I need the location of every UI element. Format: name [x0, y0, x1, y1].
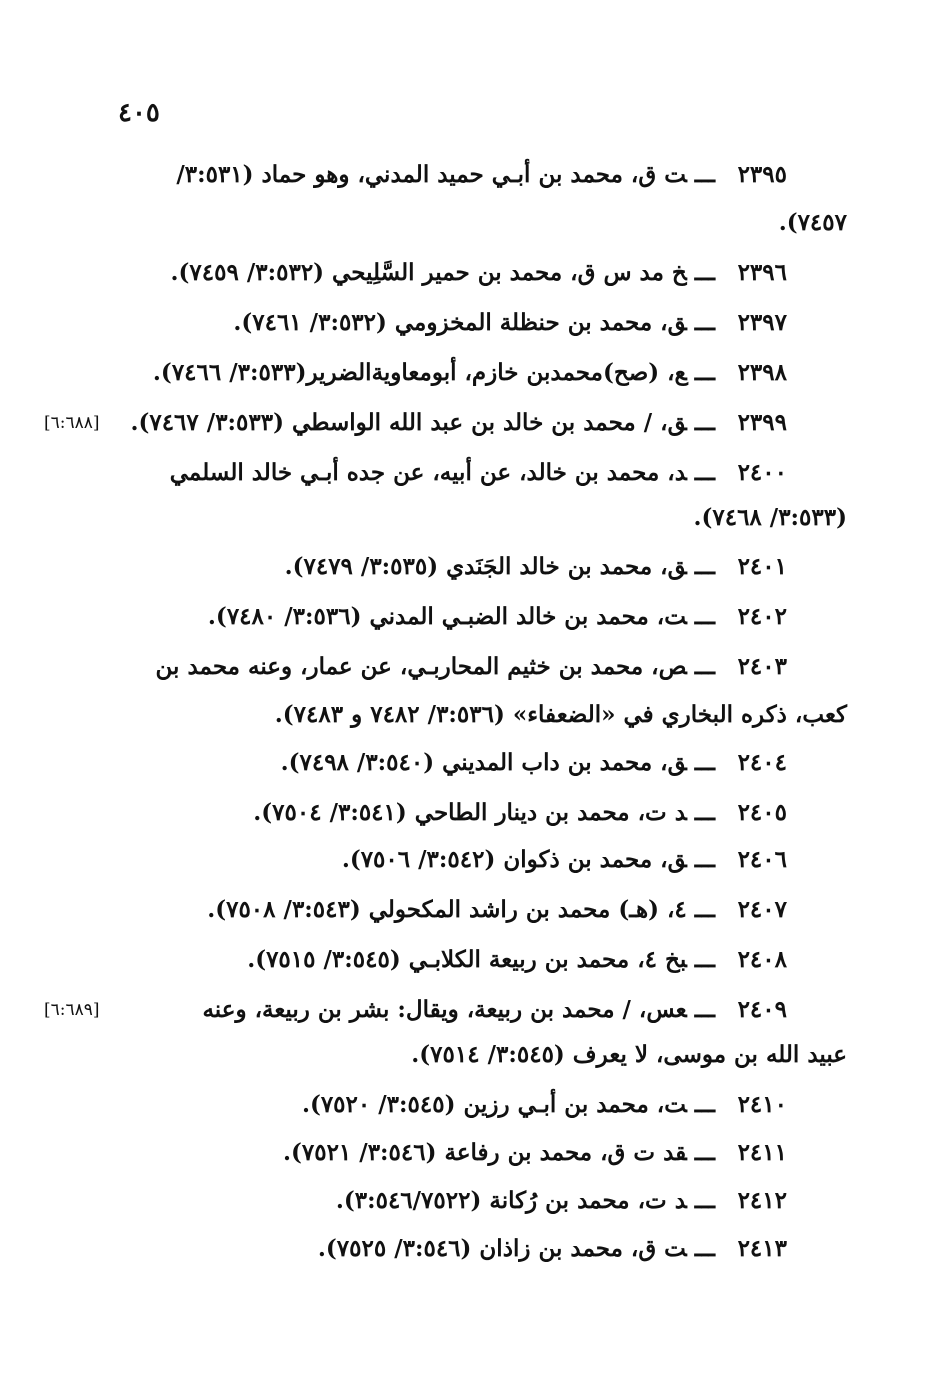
entry-line: ٢٤١٠ـــت، محمد بن أبـي رزين (٣:٥٤٥/ ٧٥٢٠).	[301, 1091, 787, 1118]
entry-continuation	[693, 503, 847, 533]
entry-text-cont: كعب، ذكره البخاري في «الضعفاء» (٣:٥٣٦/ ٧٤٨٢ و ٧٤٨٣).	[274, 701, 847, 728]
entry-text: ق، محمد بن حنظلة المخزومي (٣:٥٣٢/ ٧٤٦١).	[233, 309, 687, 336]
entry-text: د، محمد بن خالد، عن أبيه، عن جده أبـي خالد السلمي	[169, 459, 687, 486]
entry-continuation	[779, 208, 847, 238]
entry-number: ٢٤١١	[737, 1139, 787, 1166]
entry-text: ت ق، محمد بن أبـي حميد المدني، وهو حماد (٣:٥٣١/	[176, 161, 687, 188]
entry-text: ت، محمد بن أبـي رزين (٣:٥٤٥/ ٧٥٢٠).	[301, 1091, 687, 1118]
entry-number: ٢٣٩٦	[737, 259, 787, 286]
entry-text-cont: ٧٤٥٧).	[778, 209, 847, 236]
entry-line: ٢٤٠٤ـــق، محمد بن داب المديني (٣:٥٤٠/ ٧٤٩٨).	[280, 749, 787, 776]
entry-text: د ت، محمد بن دينار الطاحي (٣:٥٤١/ ٧٥٠٤).	[253, 799, 687, 826]
entry-text: ت، محمد بن خالد الضبـي المدني (٣:٥٣٦/ ٧٤٨٠).	[207, 603, 687, 630]
entry-text: ق، محمد بن ذكوان (٣:٥٤٢/ ٧٥٠٦).	[341, 846, 687, 873]
entry-line: ٢٤١١ـــقد ت ق، محمد بن رفاعة (٣:٥٤٦/ ٧٥٢١).	[282, 1139, 787, 1166]
entry-number: ٢٤١٣	[737, 1235, 787, 1262]
entry-text-cont: (٣:٥٣٣/ ٧٤٦٨).	[693, 504, 847, 531]
entry-line: ٢٣٩٨ـــع، (صح)محمدبن خازم، أبومعاويةالضرير(٣:٥٣٣/ ٧٤٦٦).	[152, 359, 787, 386]
entry-text: بخ ٤، محمد بن ربيعة الكلابـي (٣:٥٤٥/ ٧٥١٥).	[247, 946, 687, 973]
entry-text: ٤، (هـ) محمد بن راشد المكحولي (٣:٥٤٣/ ٧٥٠٨).	[207, 896, 687, 923]
entry-line: ٢٤٠٨ـــبخ ٤، محمد بن ربيعة الكلابـي (٣:٥٤٥/ ٧٥١٥).	[247, 946, 787, 973]
entry-text: ق، محمد بن داب المديني (٣:٥٤٠/ ٧٤٩٨).	[280, 749, 687, 776]
entry-number: ٢٤٠٨	[737, 946, 787, 973]
margin-reference: [٦:٦٨٩]	[44, 1000, 100, 1020]
entry-number: ٢٤٠٥	[737, 799, 787, 826]
entry-text: ت ق، محمد بن زاذان (٣:٥٤٦/ ٧٥٢٥).	[317, 1235, 687, 1262]
entry-line: ٢٤٠٢ـــت، محمد بن خالد الضبـي المدني (٣:٥٣٦/ ٧٤٨٠).	[207, 603, 787, 630]
entry-line: ٢٣٩٧ـــق، محمد بن حنظلة المخزومي (٣:٥٣٢/ ٧٤٦١).	[233, 309, 787, 336]
entry-number: ٢٤٠٢	[737, 603, 787, 630]
entry-line: ٢٤١٣ـــت ق، محمد بن زاذان (٣:٥٤٦/ ٧٥٢٥).	[317, 1235, 787, 1262]
entry-line: ٢٤٠١ـــق، محمد بن خالد الجَنَدي (٣:٥٣٥/ ٧٤٧٩).	[284, 553, 787, 580]
entry-line: ٢٤٠٣ـــص، محمد بن خثيم المحاربـي، عن عمار، وعنه محمد بن	[155, 653, 787, 680]
entry-text: قد ت ق، محمد بن رفاعة (٣:٥٤٦/ ٧٥٢١).	[282, 1139, 687, 1166]
entry-continuation	[275, 700, 847, 730]
entry-text-cont: عبيد الله بن موسى، لا يعرف (٣:٥٤٥/ ٧٥١٤).	[411, 1041, 847, 1068]
entry-number: ٢٣٩٧	[737, 309, 787, 336]
entry-line: ٢٤٠٧ـــ٤، (هـ) محمد بن راشد المكحولي (٣:٥٤٣/ ٧٥٠٨).	[207, 896, 787, 923]
entry-line: ٢٤١٢ـــد ت، محمد بن رُكانة (٣:٥٤٦/٧٥٢٢).	[335, 1187, 787, 1214]
entry-number: ٢٤٠٤	[737, 749, 787, 776]
entry-line: ٢٤٠٠ـــد، محمد بن خالد، عن أبيه، عن جده أبـي خالد السلمي	[169, 459, 787, 486]
entry-number: ٢٤٠٠	[737, 459, 787, 486]
entry-line: ٢٣٩٩ـــق، / محمد بن خالد بن عبد الله الواسطي (٣:٥٣٣/ ٧٤٦٧).	[130, 409, 787, 436]
entry-line: ٢٤٠٦ـــق، محمد بن ذكوان (٣:٥٤٢/ ٧٥٠٦).	[341, 846, 787, 873]
entry-text: عس، / محمد بن ربيعة، ويقال: بشر بن ربيعة، وعنه	[202, 996, 687, 1023]
entry-text: خ مد س ق، محمد بن حمير السَّلِيحي (٣:٥٣٢/ ٧٤٥٩).	[170, 259, 687, 286]
entry-continuation	[411, 1040, 847, 1070]
entry-text: ع، (صح)محمدبن خازم، أبومعاويةالضرير(٣:٥٣٣/ ٧٤٦٦).	[152, 359, 687, 386]
entry-text: ق، / محمد بن خالد بن عبد الله الواسطي (٣:٥٣٣/ ٧٤٦٧).	[130, 409, 687, 436]
entry-text: د ت، محمد بن رُكانة (٣:٥٤٦/٧٥٢٢).	[335, 1187, 687, 1214]
entry-line: ٢٣٩٥ـــت ق، محمد بن أبـي حميد المدني، وهو حماد (٣:٥٣١/	[176, 161, 787, 188]
entry-number: ٢٤١٠	[737, 1091, 787, 1118]
entry-line: ٢٤٠٥ـــد ت، محمد بن دينار الطاحي (٣:٥٤١/ ٧٥٠٤).	[253, 799, 787, 826]
entry-number: ٢٤٠٣	[737, 653, 787, 680]
entry-number: ٢٣٩٨	[737, 359, 787, 386]
margin-reference: [٦:٦٨٨]	[44, 413, 100, 433]
entry-number: ٢٤٠٦	[737, 846, 787, 873]
page-number: ٤٠٥	[118, 98, 160, 128]
entry-line: ٢٤٠٩ـــعس، / محمد بن ربيعة، ويقال: بشر بن ربيعة، وعنه	[202, 996, 787, 1023]
entry-number: ٢٤٠٧	[737, 896, 787, 923]
entry-number: ٢٣٩٥	[737, 161, 787, 188]
entry-number: ٢٤٠٩	[737, 996, 787, 1023]
entry-line: ٢٣٩٦ـــخ مد س ق، محمد بن حمير السَّلِيحي (٣:٥٣٢/ ٧٤٥٩).	[170, 259, 787, 286]
entry-number: ٢٤١٢	[737, 1187, 787, 1214]
entry-text: ص، محمد بن خثيم المحاربـي، عن عمار، وعنه محمد بن	[155, 653, 687, 680]
entry-number: ٢٣٩٩	[737, 409, 787, 436]
entry-number: ٢٤٠١	[737, 553, 787, 580]
entry-text: ق، محمد بن خالد الجَنَدي (٣:٥٣٥/ ٧٤٧٩).	[284, 553, 687, 580]
